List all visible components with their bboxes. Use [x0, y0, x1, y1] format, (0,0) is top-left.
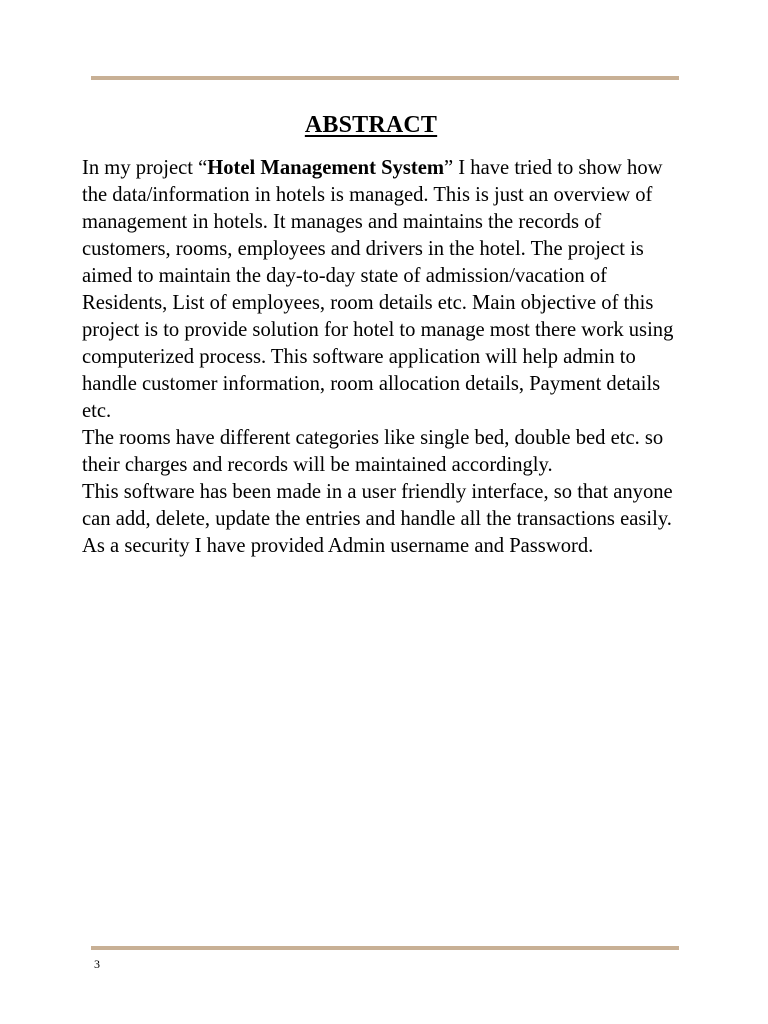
text-run: In my project “ [82, 157, 208, 179]
body-line: the data/information in hotels is managed. This is just an overview of [82, 184, 653, 206]
body-line: project is to provide solution for hotel to manage most there work using [82, 319, 674, 341]
header-rule [91, 76, 679, 80]
body-line: The rooms have different categories like single bed, double bed etc. so [82, 427, 664, 449]
body-line [82, 155, 742, 182]
body-line: As a security I have provided Admin username and Password. [82, 535, 594, 557]
project-name: Hotel Management System [207, 157, 445, 179]
body-line: their charges and records will be maintained accordingly. [82, 454, 553, 476]
body-line: management in hotels. It manages and maintains the records of [82, 211, 602, 233]
footer-rule [91, 946, 679, 950]
text-run: ” I have tried to show how [444, 157, 663, 179]
page-number: 3 [94, 957, 100, 971]
page-title: ABSTRACT [304, 112, 438, 138]
body-line: aimed to maintain the day-to-day state of admission/vacation of [82, 265, 607, 287]
body-line: handle customer information, room allocation details, Payment details [82, 373, 661, 395]
body-line: Residents, List of employees, room details etc. Main objective of this [82, 292, 654, 314]
body-line: This software has been made in a user friendly interface, so that anyone [82, 481, 673, 503]
body-line: customers, rooms, employees and drivers in the hotel. The project is [82, 238, 644, 260]
body-line: computerized process. This software application will help admin to [82, 346, 636, 368]
body-line: can add, delete, update the entries and handle all the transactions easily. [82, 508, 672, 530]
abstract-body [82, 155, 742, 560]
body-line: etc. [82, 400, 112, 422]
